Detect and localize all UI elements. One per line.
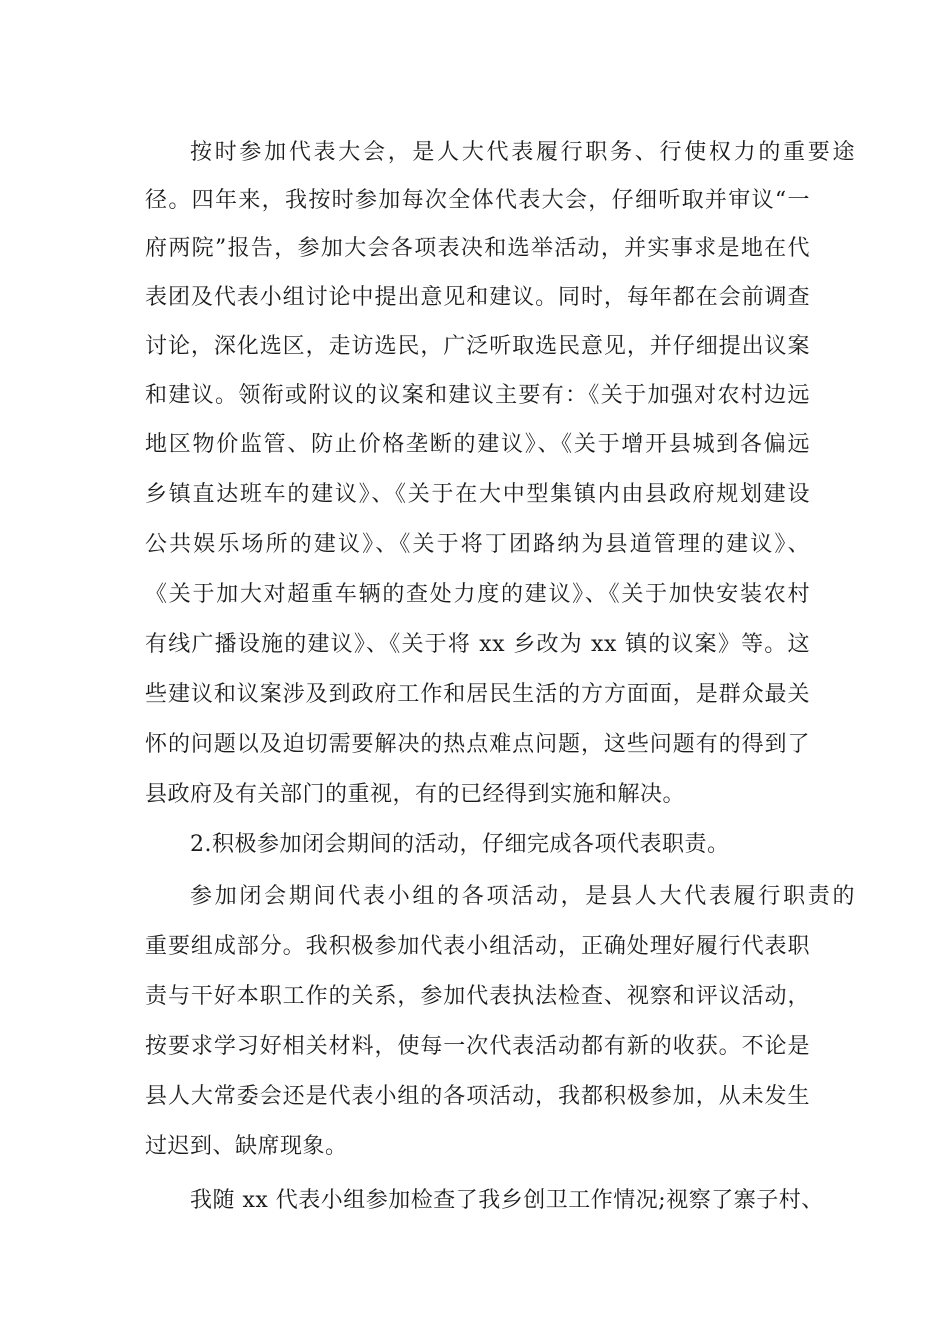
paragraph-1-line-2: 径。四年来，我按时参加每次全体代表大会，仔细听取并审议“一 [145, 188, 810, 213]
paragraph-1-line-11: 有线广播设施的建议》、《关于将 xx 乡改为 xx 镇的议案》等。这 [145, 632, 810, 657]
paragraph-2-line-4: 按要求学习好相关材料，使每一次代表活动都有新的收获。不论是 [145, 1034, 810, 1059]
paragraph-1-line-12: 些建议和议案涉及到政府工作和居民生活的方方面面，是群众最关 [145, 682, 810, 707]
paragraph-2-line-3: 责与干好本职工作的关系，参加代表执法检查、视察和评议活动， [145, 984, 810, 1009]
paragraph-3-line-1: 我随 xx 代表小组参加检查了我乡创卫工作情况;视察了寨子村、 [190, 1188, 824, 1213]
paragraph-1-line-14: 县政府及有关部门的重视，有的已经得到实施和解决。 [145, 782, 686, 807]
paragraph-1-line-10: 《关于加大对超重车辆的查处力度的建议》、《关于加快安装农村 [145, 582, 810, 607]
paragraph-1-line-3: 府两院”报告，参加大会各项表决和选举活动，并实事求是地在代 [145, 236, 810, 261]
paragraph-2-line-1: 参加闭会期间代表小组的各项活动，是县人大代表履行职责的 [190, 884, 855, 909]
paragraph-1-line-9: 公共娱乐场所的建议》、《关于将丁团路纳为县道管理的建议》、 [145, 532, 810, 557]
paragraph-1-line-4: 表团及代表小组讨论中提出意见和建议。同时，每年都在会前调查 [145, 285, 810, 310]
paragraph-1-line-1: 按时参加代表大会，是人大代表履行职务、行使权力的重要途 [190, 140, 855, 165]
paragraph-1-line-13: 怀的问题以及迫切需要解决的热点难点问题，这些问题有的得到了 [145, 732, 810, 757]
section-heading-2: 2.积极参加闭会期间的活动，仔细完成各项代表职责。 [190, 832, 730, 857]
paragraph-2-line-2: 重要组成部分。我积极参加代表小组活动，正确处理好履行代表职 [145, 934, 810, 959]
paragraph-1-line-5: 讨论，深化选区，走访选民，广泛听取选民意见，并仔细提出议案 [145, 334, 810, 359]
paragraph-1-line-8: 乡镇直达班车的建议》、《关于在大中型集镇内由县政府规划建设 [145, 482, 810, 507]
paragraph-1-line-7: 地区物价监管、防止价格垄断的建议》、《关于增开县城到各偏远 [145, 432, 810, 457]
paragraph-1-line-6: 和建议。领衔或附议的议案和建议主要有：《关于加强对农村边远 [145, 383, 810, 408]
paragraph-2-line-5: 县人大常委会还是代表小组的各项活动，我都积极参加，从未发生 [145, 1084, 810, 1109]
paragraph-2-line-6: 过迟到、缺席现象。 [145, 1134, 348, 1159]
